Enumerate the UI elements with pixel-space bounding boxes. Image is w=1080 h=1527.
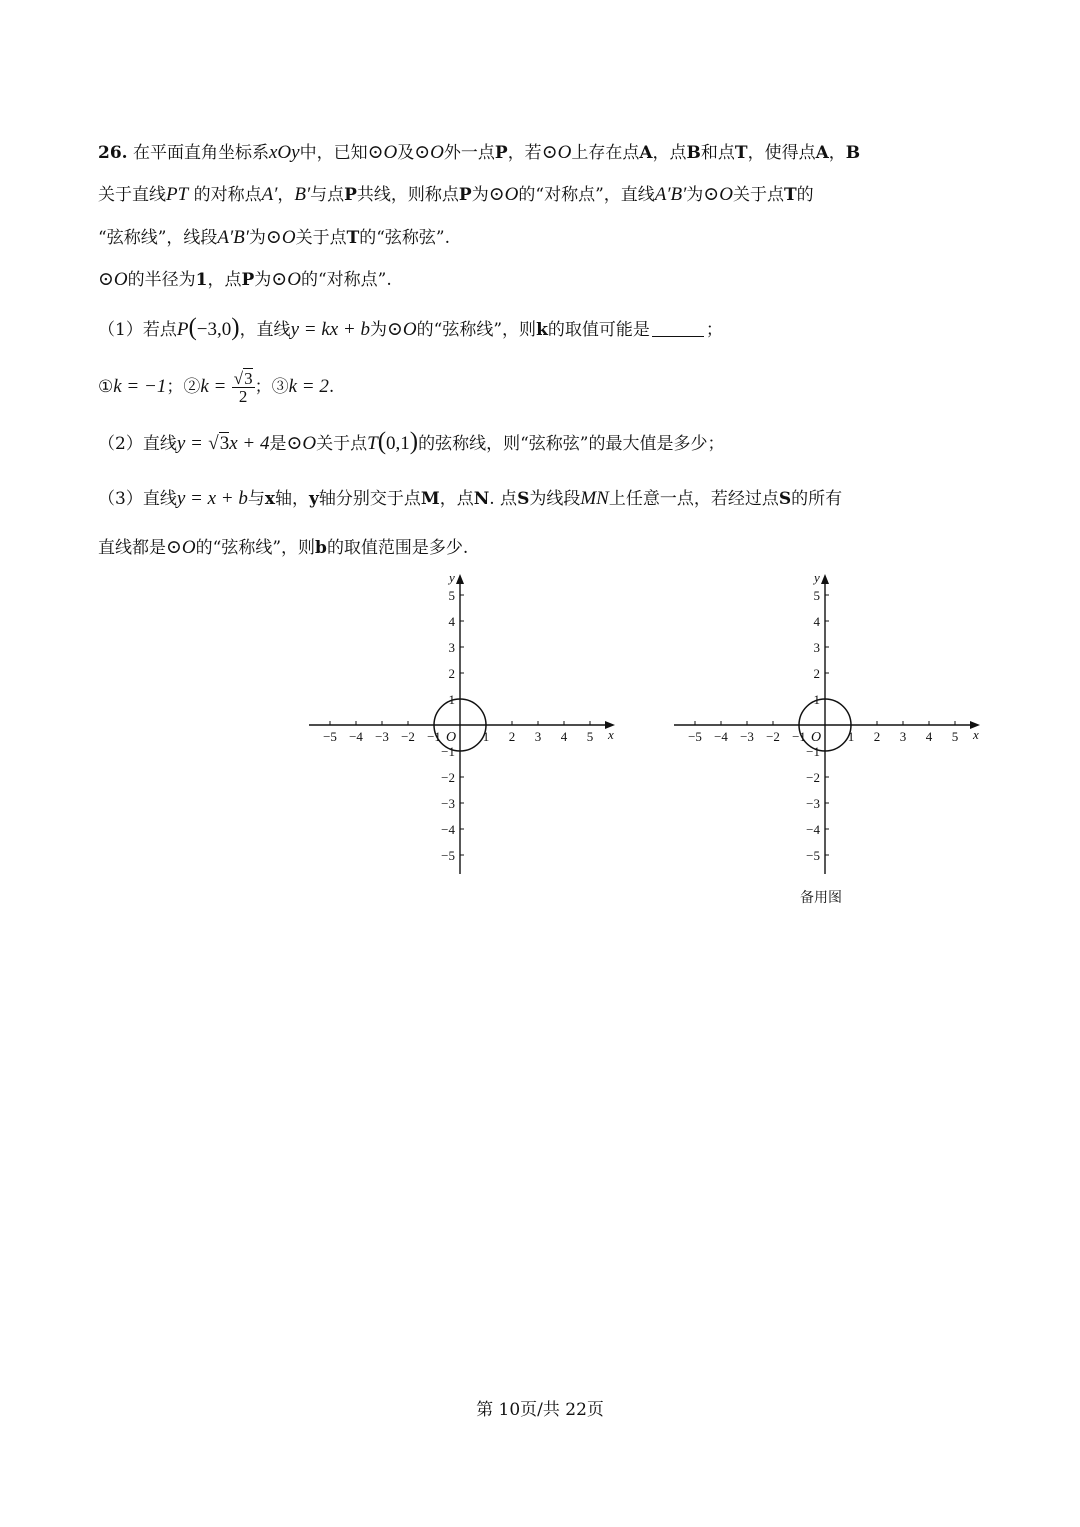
x-tick-label: 2	[508, 729, 516, 744]
question-label: （3）	[98, 489, 143, 509]
text: 中，已知	[299, 143, 368, 163]
y-tick-label: 2	[813, 666, 820, 681]
text: 直线都是	[98, 538, 166, 558]
text: 轴分别交于点	[318, 489, 421, 509]
problem-number: 26.	[98, 143, 128, 163]
x-tick-label: −4	[349, 729, 363, 744]
text: 的半径为	[127, 270, 196, 290]
text: ，点	[207, 270, 242, 290]
x-tick-label: 5	[951, 729, 959, 744]
sqrt-value: 3	[219, 433, 230, 454]
point: T	[734, 143, 748, 163]
text: 关于直线	[98, 185, 166, 205]
x-tick-label: 1	[847, 729, 855, 744]
x-tick-label: −1	[792, 729, 806, 744]
text: 的弦称线，则“弦称弦”的最大值是多少；	[418, 434, 725, 454]
text: 的“对称点”.	[300, 270, 392, 290]
var: b	[315, 538, 327, 558]
math: x + 4	[229, 433, 270, 454]
var: y	[308, 489, 319, 509]
text: 的对称点	[193, 185, 262, 205]
math: A′	[261, 184, 278, 205]
value: 1	[195, 270, 208, 290]
x-tick-label: −3	[740, 729, 754, 744]
text: ，	[828, 143, 846, 163]
coordinate-figure-1	[305, 570, 625, 880]
math: y =	[176, 433, 203, 454]
y-tick-label: 5	[448, 588, 455, 603]
x-tick-label: −3	[375, 729, 389, 744]
text: 为	[370, 320, 388, 340]
x-tick-label: 4	[925, 729, 933, 744]
y-tick-label: 1	[813, 692, 820, 707]
paren: (	[377, 428, 387, 455]
math: 0,1	[386, 433, 410, 454]
point: M	[420, 489, 440, 509]
y-axis-label: y	[814, 570, 820, 585]
y-tick-label: −5	[806, 848, 820, 863]
spare-figure-caption: 备用图	[800, 890, 842, 906]
text: “弦称线”，线段	[98, 228, 218, 248]
x-tick-label: 3	[899, 729, 907, 744]
question-1	[98, 316, 723, 342]
fraction-numerator: √3	[233, 369, 253, 388]
point: P	[241, 270, 255, 290]
text: 的	[796, 185, 814, 205]
x-tick-label: 3	[534, 729, 542, 744]
question-label: （1）	[98, 320, 143, 340]
question-label: （2）	[98, 434, 143, 454]
text: 的“对称点”，直线	[518, 185, 655, 205]
question-3	[98, 487, 842, 511]
point: A	[639, 143, 653, 163]
text: 为	[254, 270, 272, 290]
math: P	[176, 319, 189, 340]
y-tick-label: −2	[806, 770, 820, 785]
text: 关于点	[316, 434, 368, 454]
math: y = x + b	[176, 488, 248, 509]
text: 直线	[142, 489, 177, 509]
text: 为线段	[529, 489, 581, 509]
y-tick-label: −3	[441, 796, 455, 811]
y-tick-label: 3	[448, 640, 455, 655]
point: A	[815, 143, 829, 163]
sqrt-sign: √	[208, 433, 219, 454]
option-marker: ①	[98, 377, 114, 397]
x-tick-label: −2	[401, 729, 415, 744]
intro-line-2	[98, 183, 814, 207]
math: ⊙O	[367, 142, 398, 163]
x-tick-label: −1	[427, 729, 441, 744]
intro-line-1	[98, 141, 860, 165]
text: 与点	[310, 185, 345, 205]
sqrt-value: 3	[244, 369, 253, 388]
math: ⊙O	[271, 269, 301, 290]
paren: )	[409, 428, 419, 455]
text: .	[328, 377, 335, 397]
question-1-options	[98, 368, 334, 406]
y-axis-label: y	[449, 570, 455, 585]
text: 的取值可能是	[547, 320, 650, 340]
y-tick-label: −2	[441, 770, 455, 785]
math: ⊙O	[286, 433, 317, 454]
x-tick-label: −2	[766, 729, 780, 744]
text: ，点	[652, 143, 687, 163]
point: P	[458, 185, 472, 205]
y-tick-label: 2	[448, 666, 455, 681]
paren: )	[231, 314, 240, 341]
point: N	[473, 489, 490, 509]
question-2	[98, 430, 724, 456]
page-footer: 第 10页/共 22页	[476, 1400, 604, 1420]
point: S	[517, 489, 530, 509]
text: 的取值范围是多少.	[326, 538, 469, 558]
var: x	[264, 489, 275, 509]
math: ⊙O	[265, 227, 296, 248]
math: ⊙O	[387, 319, 417, 340]
math: k = −1	[113, 376, 167, 397]
math: B′	[294, 184, 311, 205]
text: ，使得点	[747, 143, 816, 163]
x-tick-label: 1	[482, 729, 490, 744]
point: P	[344, 185, 357, 205]
text: 外一点	[443, 143, 495, 163]
x-axis-label: x	[608, 727, 614, 742]
paren: (	[188, 314, 197, 341]
y-axis-arrow	[456, 574, 464, 584]
fraction-denominator: 2	[238, 387, 248, 406]
text: 为	[248, 228, 266, 248]
point: T	[346, 228, 360, 248]
text: 若点	[142, 320, 177, 340]
math: PT	[166, 184, 189, 205]
y-tick-label: −4	[806, 822, 820, 837]
y-tick-label: −5	[441, 848, 455, 863]
math: ⊙O	[541, 142, 572, 163]
origin-label: O	[445, 730, 457, 745]
math: A′B′	[654, 184, 687, 205]
y-tick-label: 3	[813, 640, 820, 655]
text: 的“弦称弦”.	[359, 228, 451, 248]
point: B	[686, 143, 701, 163]
math: ⊙O	[98, 269, 128, 290]
text: 是	[269, 434, 287, 454]
y-tick-label: 4	[813, 614, 820, 629]
text: 共线，则称点	[356, 185, 459, 205]
math: ⊙O	[703, 184, 733, 205]
math: A′B′	[217, 227, 249, 248]
math: −3,0	[196, 319, 232, 340]
var: k	[536, 320, 548, 340]
x-tick-label: 5	[586, 729, 594, 744]
text: 的所有	[791, 489, 843, 509]
math: k =	[200, 376, 227, 397]
text: 上存在点	[571, 143, 640, 163]
text: ，直线	[239, 320, 291, 340]
x-tick-label: 2	[873, 729, 881, 744]
text: 与	[247, 489, 265, 509]
question-3-line-2	[98, 536, 468, 560]
text: 和点	[700, 143, 735, 163]
text: 及	[397, 143, 415, 163]
point: S	[778, 489, 792, 509]
answer-blank	[652, 320, 704, 337]
y-tick-label: −1	[806, 744, 820, 759]
math: ⊙O	[166, 537, 196, 558]
x-tick-label: 4	[560, 729, 568, 744]
origin-label: O	[810, 730, 822, 745]
y-tick-label: 4	[448, 614, 455, 629]
point: T	[783, 185, 797, 205]
text: 在平面直角坐标系	[132, 143, 269, 163]
x-tick-label: −4	[714, 729, 728, 744]
text: ，若	[507, 143, 542, 163]
math: T	[367, 433, 378, 454]
y-tick-label: 5	[813, 588, 820, 603]
math: ⊙O	[488, 184, 519, 205]
y-tick-label: 1	[448, 692, 455, 707]
math: MN	[580, 488, 609, 509]
text: 关于点	[295, 228, 347, 248]
text: 直线	[142, 434, 177, 454]
point: B	[845, 143, 861, 163]
text: 轴，	[274, 489, 309, 509]
x-axis-label: x	[973, 727, 979, 742]
math: y = kx + b	[290, 319, 371, 340]
math: xOy	[268, 142, 300, 163]
text: ，	[277, 185, 295, 205]
math: ⊙O	[414, 142, 444, 163]
given-line	[98, 268, 392, 292]
y-tick-label: −4	[441, 822, 455, 837]
text: . 点	[489, 489, 518, 509]
text: 关于点	[732, 185, 784, 205]
text: 的“弦称线”，则	[195, 538, 316, 558]
text: 的“弦称线”，则	[416, 320, 537, 340]
text: 为	[686, 185, 704, 205]
coordinate-figure-2	[670, 570, 990, 880]
text: 上任意一点，若经过点	[608, 489, 779, 509]
text: 为	[471, 185, 489, 205]
text: ；②	[166, 377, 201, 397]
text: ；③	[254, 377, 289, 397]
text: ；	[705, 320, 723, 340]
x-tick-label: −5	[688, 729, 702, 744]
text: ，点	[439, 489, 474, 509]
fraction	[232, 370, 255, 405]
x-tick-label: −5	[323, 729, 337, 744]
math: k = 2	[288, 376, 329, 397]
y-axis-arrow	[821, 574, 829, 584]
intro-line-3	[98, 226, 450, 250]
point: P	[494, 143, 508, 163]
y-tick-label: −1	[441, 744, 455, 759]
y-tick-label: −3	[806, 796, 820, 811]
